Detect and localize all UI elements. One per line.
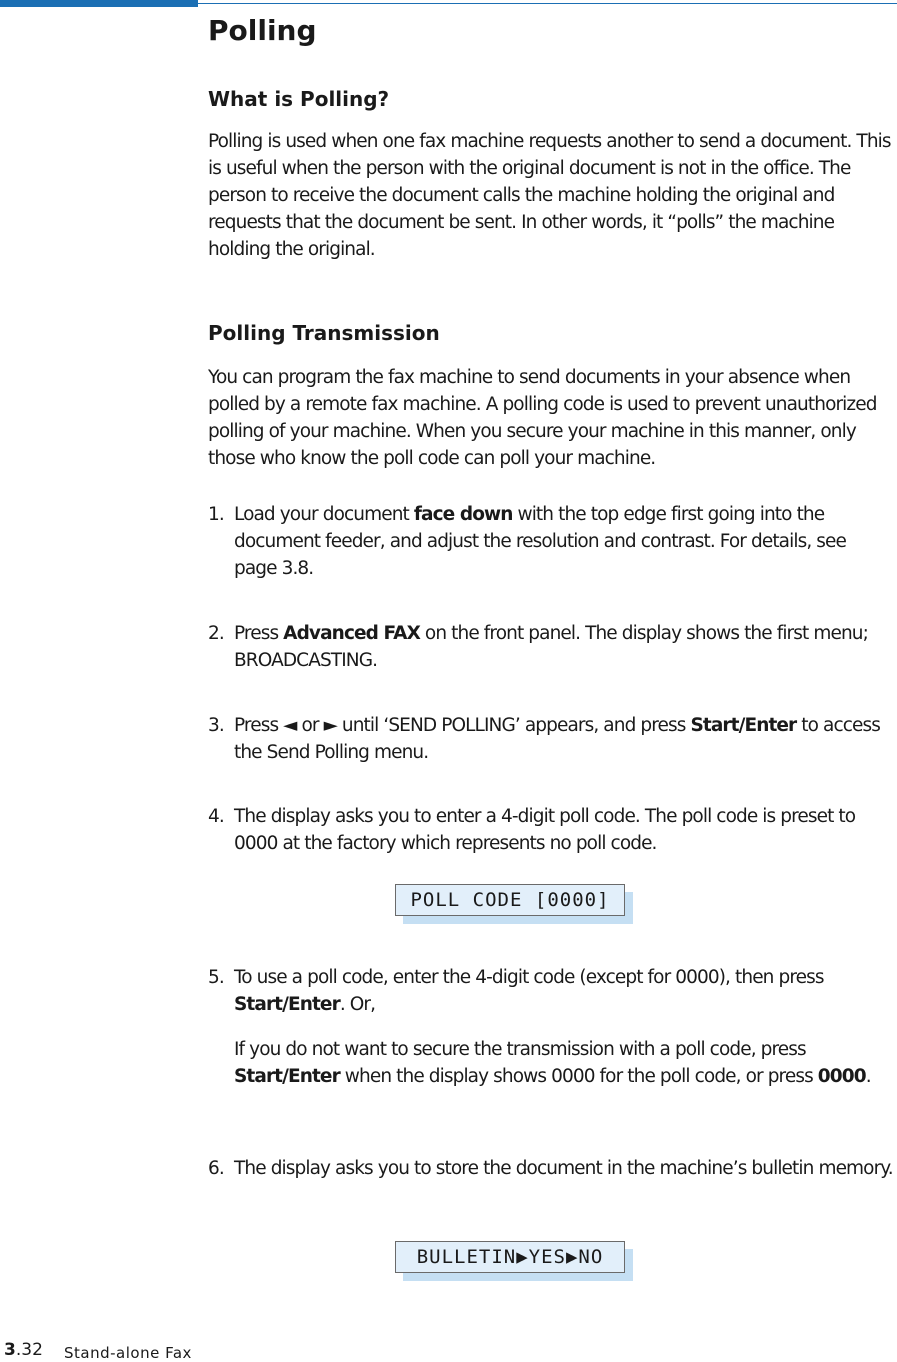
- header-rule: [198, 3, 897, 4]
- step-2: [208, 620, 893, 674]
- step-5: [208, 964, 893, 1018]
- step-4: [208, 803, 893, 857]
- step-text: Press ◄ or ► until ‘SEND POLLING’ appears, and press Start/Enter to access the Send Polling menu.: [234, 715, 880, 763]
- step-3: [208, 712, 893, 766]
- section-body-polling-transmission: You can program the fax machine to send documents in your absence when polled by a remote fax machine. A polling code is used to prevent unauthorized polling of your machine. When you secure your machine in this manner, only those who know the poll code can poll your machine.: [208, 367, 877, 469]
- section-body-what-is-polling: Polling is used when one fax machine requests another to send a document. This is useful when the person with the original document is not in the office. The person to receive the document calls the machine holding the original and requests that the document be sent. In other words, it “polls” the machine holding the original.: [208, 131, 891, 260]
- lcd-display-poll-code: [395, 884, 633, 924]
- step-6: [208, 1155, 893, 1182]
- step-number: 1.: [208, 504, 224, 525]
- step-number: 3.: [208, 715, 224, 736]
- step-text: The display asks you to store the document in the machine’s bulletin memory.: [234, 1158, 893, 1179]
- step-1: [208, 501, 893, 582]
- page-title: Polling: [208, 14, 317, 47]
- lcd-display-bulletin: [395, 1241, 633, 1281]
- step-number: 5.: [208, 967, 224, 988]
- footer-chapter-label: Stand-alone Fax: [64, 1344, 192, 1362]
- step-number: 4.: [208, 806, 224, 827]
- step-text: The display asks you to enter a 4-digit poll code. The poll code is preset to 0000 at the factory which represents no poll code.: [234, 806, 856, 854]
- step-number: 6.: [208, 1158, 224, 1179]
- lcd-face: [395, 1241, 625, 1273]
- lcd-text: BULLETIN▶YES▶NO: [416, 1246, 604, 1268]
- header-accent-bar: [0, 0, 198, 7]
- step-text: Load your document face down with the top edge first going into the document feeder, and adjust the resolution and contrast. For details, see page 3.8.: [234, 504, 846, 579]
- section-heading-what-is-polling: What is Polling?: [208, 87, 390, 111]
- section-heading-polling-transmission: Polling Transmission: [208, 321, 440, 345]
- step-number: 2.: [208, 623, 224, 644]
- step-5-note: If you do not want to secure the transmission with a poll code, press Start/Enter when the display shows 0000 for the poll code, or press 0000.: [234, 1039, 871, 1087]
- lcd-face: [395, 884, 625, 916]
- lcd-text: POLL CODE [0000]: [410, 889, 610, 911]
- page-number: 3.32: [4, 1340, 43, 1360]
- step-text: Press Advanced FAX on the front panel. The display shows the first menu; BROADCASTING.: [234, 623, 868, 671]
- step-text: To use a poll code, enter the 4-digit code (except for 0000), then press Start/Enter. Or,: [234, 967, 824, 1015]
